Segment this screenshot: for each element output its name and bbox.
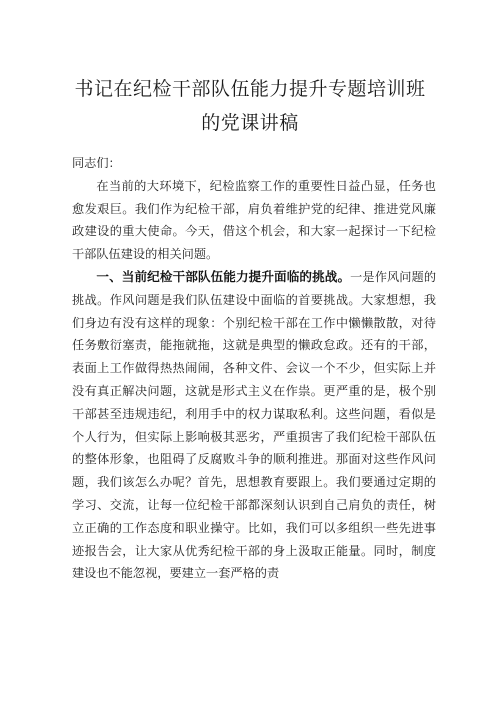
salutation: 同志们： xyxy=(72,156,121,170)
section-1-body: 一是作风问题的挑战。作风问题是我们队伍建设中面临的首要挑战。大家想想，我们身边有没有这样的现象：个别纪检干部在工作中懒懒散散，对待任务敷衍塞责，能拖就拖，这就是典型的懒政怠政。还有的干部，表面上工作做得热热闹闹，各种文件、会议一个不少，但实际上并没有真正解决问题，这就是形式主义在作祟。更严重的是，极个别干部甚至违规违纪，利用手中的权力谋取私利。这些问题，看似是个人行为，但实际上影响极其恶劣，严重损害了我们纪检干部队伍的整体形象，也阻碍了反腐败斗争的顺利推进。那面对这些作风问题，我们该怎么办呢？首先，思想教育要跟上。我们要通过定期的学习、交流，让每一位纪检干部都深刻认识到自己肩负的责任，树立正确的工作态度和职业操守。比如，我们可以多组织一些先进事迹报告会，让大家从优秀纪检干部的身上汲取正能量。同时，制度建设也不能忽视，要建立一套严格的责 xyxy=(72,269,437,581)
document-body xyxy=(72,152,436,585)
paragraph-intro: 在当前的大环境下，纪检监察工作的重要性日益凸显，任务也愈发艰巨。我们作为纪检干部，肩负着维护党的纪律、推进党风廉政建设的重大使命。今天，借这个机会，和大家一起探讨一下纪检干部队伍建设的相关问题。 xyxy=(72,178,436,262)
document-title-line-1: 书记在纪检干部队伍能力提升专题培训班 xyxy=(74,78,426,100)
section-heading-1: 一、当前纪检干部队伍能力提升面临的挑战。 xyxy=(96,268,351,284)
document-title-line-2: 的党课讲稿 xyxy=(201,112,299,134)
paragraph-section-1 xyxy=(72,266,436,585)
